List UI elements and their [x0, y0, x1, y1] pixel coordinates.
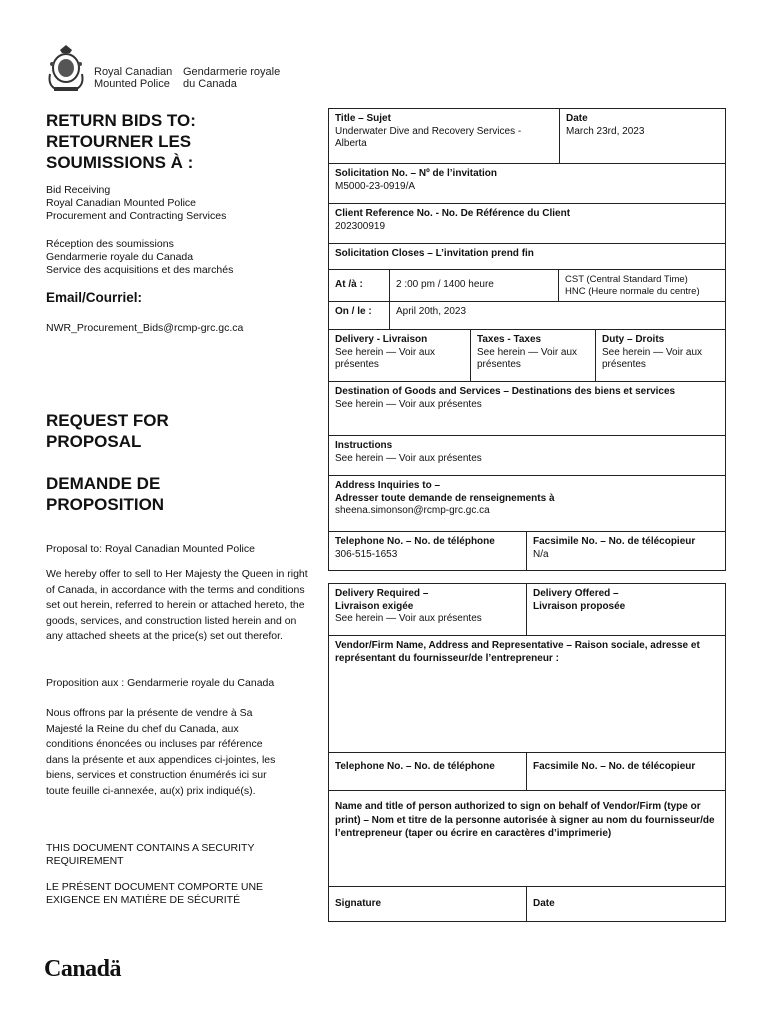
security-requirement-fr: LE PRÉSENT DOCUMENT COMPORTE UNE EXIGENCE EN MATIÈRE DE SÉCURITÉ	[46, 881, 264, 906]
email-address-link[interactable]: NWR_Procurement_Bids@rcmp-grc.gc.ca	[46, 322, 244, 334]
delivery-offered-cell[interactable]: Delivery Offered – Livraison proposée	[526, 583, 726, 635]
at-label-cell: At /à :	[328, 269, 389, 301]
destination-cell: Destination of Goods and Services – Destinations des biens et services See herein — Voir aux présentes	[328, 381, 726, 435]
security-requirement-en: THIS DOCUMENT CONTAINS A SECURITY REQUIREMENT	[46, 842, 255, 867]
delivery-required-cell: Delivery Required – Livraison exigée See herein — Voir aux présentes	[328, 583, 526, 635]
solicitation-number-cell: Solicitation No. – Nº de l’invitation M5000-23-0919/A	[328, 163, 726, 203]
telephone-cell: Telephone No. – No. de téléphone 306-515-1653	[328, 531, 526, 571]
on-date-cell: April 20th, 2023	[389, 301, 726, 329]
on-label-cell: On / le :	[328, 301, 389, 329]
title-cell: Title – Sujet Underwater Dive and Recovery Services - Alberta	[328, 108, 559, 163]
org-name-french: Gendarmerie royale du Canada	[183, 66, 281, 90]
org-name-english: Royal Canadian Mounted Police	[94, 66, 173, 90]
inquiries-email-link[interactable]: sheena.simonson@rcmp-grc.gc.ca	[335, 505, 490, 516]
address-inquiries-cell: Address Inquiries to – Adresser toute demande de renseignements à sheena.simonson@rcmp-grc.gc.ca	[328, 475, 726, 531]
return-bids-heading: RETURN BIDS TO: RETOURNER LES SOUMISSIONS À :	[46, 111, 196, 172]
email-heading: Email/Courriel:	[46, 290, 143, 305]
rcmp-crest-icon	[46, 44, 86, 92]
delivery-cell: Delivery - Livraison See herein — Voir aux présentes	[328, 329, 470, 381]
timezone-cell: CST (Central Standard Time) HNC (Heure normale du centre)	[558, 269, 726, 301]
proposition-aux-text: Proposition aux : Gendarmerie royale du Canada	[46, 677, 275, 689]
vendor-firm-name-field[interactable]: Vendor/Firm Name, Address and Representative – Raison sociale, adresse et représentant du fournisseur/de l’entrepreneur :	[328, 635, 726, 752]
signature-date-field[interactable]: Date	[526, 886, 726, 922]
authorized-person-field[interactable]: Name and title of person authorized to sign on behalf of Vendor/Firm (type or print) – Nom et titre de la personne autorisée à signer au nom du fournisseur/de l’entrepreneur (taper ou écrire en caractères d’imprimerie)	[328, 790, 726, 886]
demande-de-proposition-heading: DEMANDE DE PROPOSITION	[46, 474, 165, 514]
request-for-proposal-heading: REQUEST FOR PROPOSAL	[46, 411, 169, 451]
duty-cell: Duty – Droits See herein — Voir aux présentes	[595, 329, 726, 381]
bid-receiving-address-en: Bid Receiving Royal Canadian Mounted Police Procurement and Contracting Services	[46, 184, 227, 222]
client-reference-cell: Client Reference No. - No. De Référence du Client 202300919	[328, 203, 726, 243]
offer-text-fr: Nous offrons par la présente de vendre à Sa Majesté la Reine du chef du Canada, aux conditions énoncées ou incluses par référence dans la présente et aux appendices ci-jointes, les biens, services et construction énumérés ici sur toute feuille ci-annexée, au(x) prix indiqué(s).	[46, 707, 276, 797]
date-cell: Date March 23rd, 2023	[559, 108, 726, 163]
solicitation-closes-cell: Solicitation Closes – L’invitation prend fin	[328, 243, 726, 269]
offer-text-en: We hereby offer to sell to Her Majesty the Queen in right of Canada, in accordance with the terms and conditions set out herein, referred to herein or attached hereto, the goods, services, and construction listed herein and on any attached sheets at the price(s) set out therefor.	[46, 568, 308, 642]
instructions-cell: Instructions See herein — Voir aux présentes	[328, 435, 726, 475]
canada-wordmark: Canadä	[44, 956, 122, 982]
vendor-facsimile-field[interactable]: Facsimile No. – No. de télécopieur	[526, 752, 726, 790]
taxes-cell: Taxes - Taxes See herein — Voir aux présentes	[470, 329, 595, 381]
vendor-telephone-field[interactable]: Telephone No. – No. de téléphone	[328, 752, 526, 790]
proposal-to-text: Proposal to: Royal Canadian Mounted Police	[46, 543, 255, 555]
bid-receiving-address-fr: Réception des soumissions Gendarmerie royale du Canada Service des acquisitions et des marchés	[46, 238, 234, 276]
signature-field[interactable]: Signature	[328, 886, 526, 922]
facsimile-cell: Facsimile No. – No. de télécopieur N/a	[526, 531, 726, 571]
at-time-cell: 2 :00 pm / 1400 heure	[389, 269, 558, 301]
